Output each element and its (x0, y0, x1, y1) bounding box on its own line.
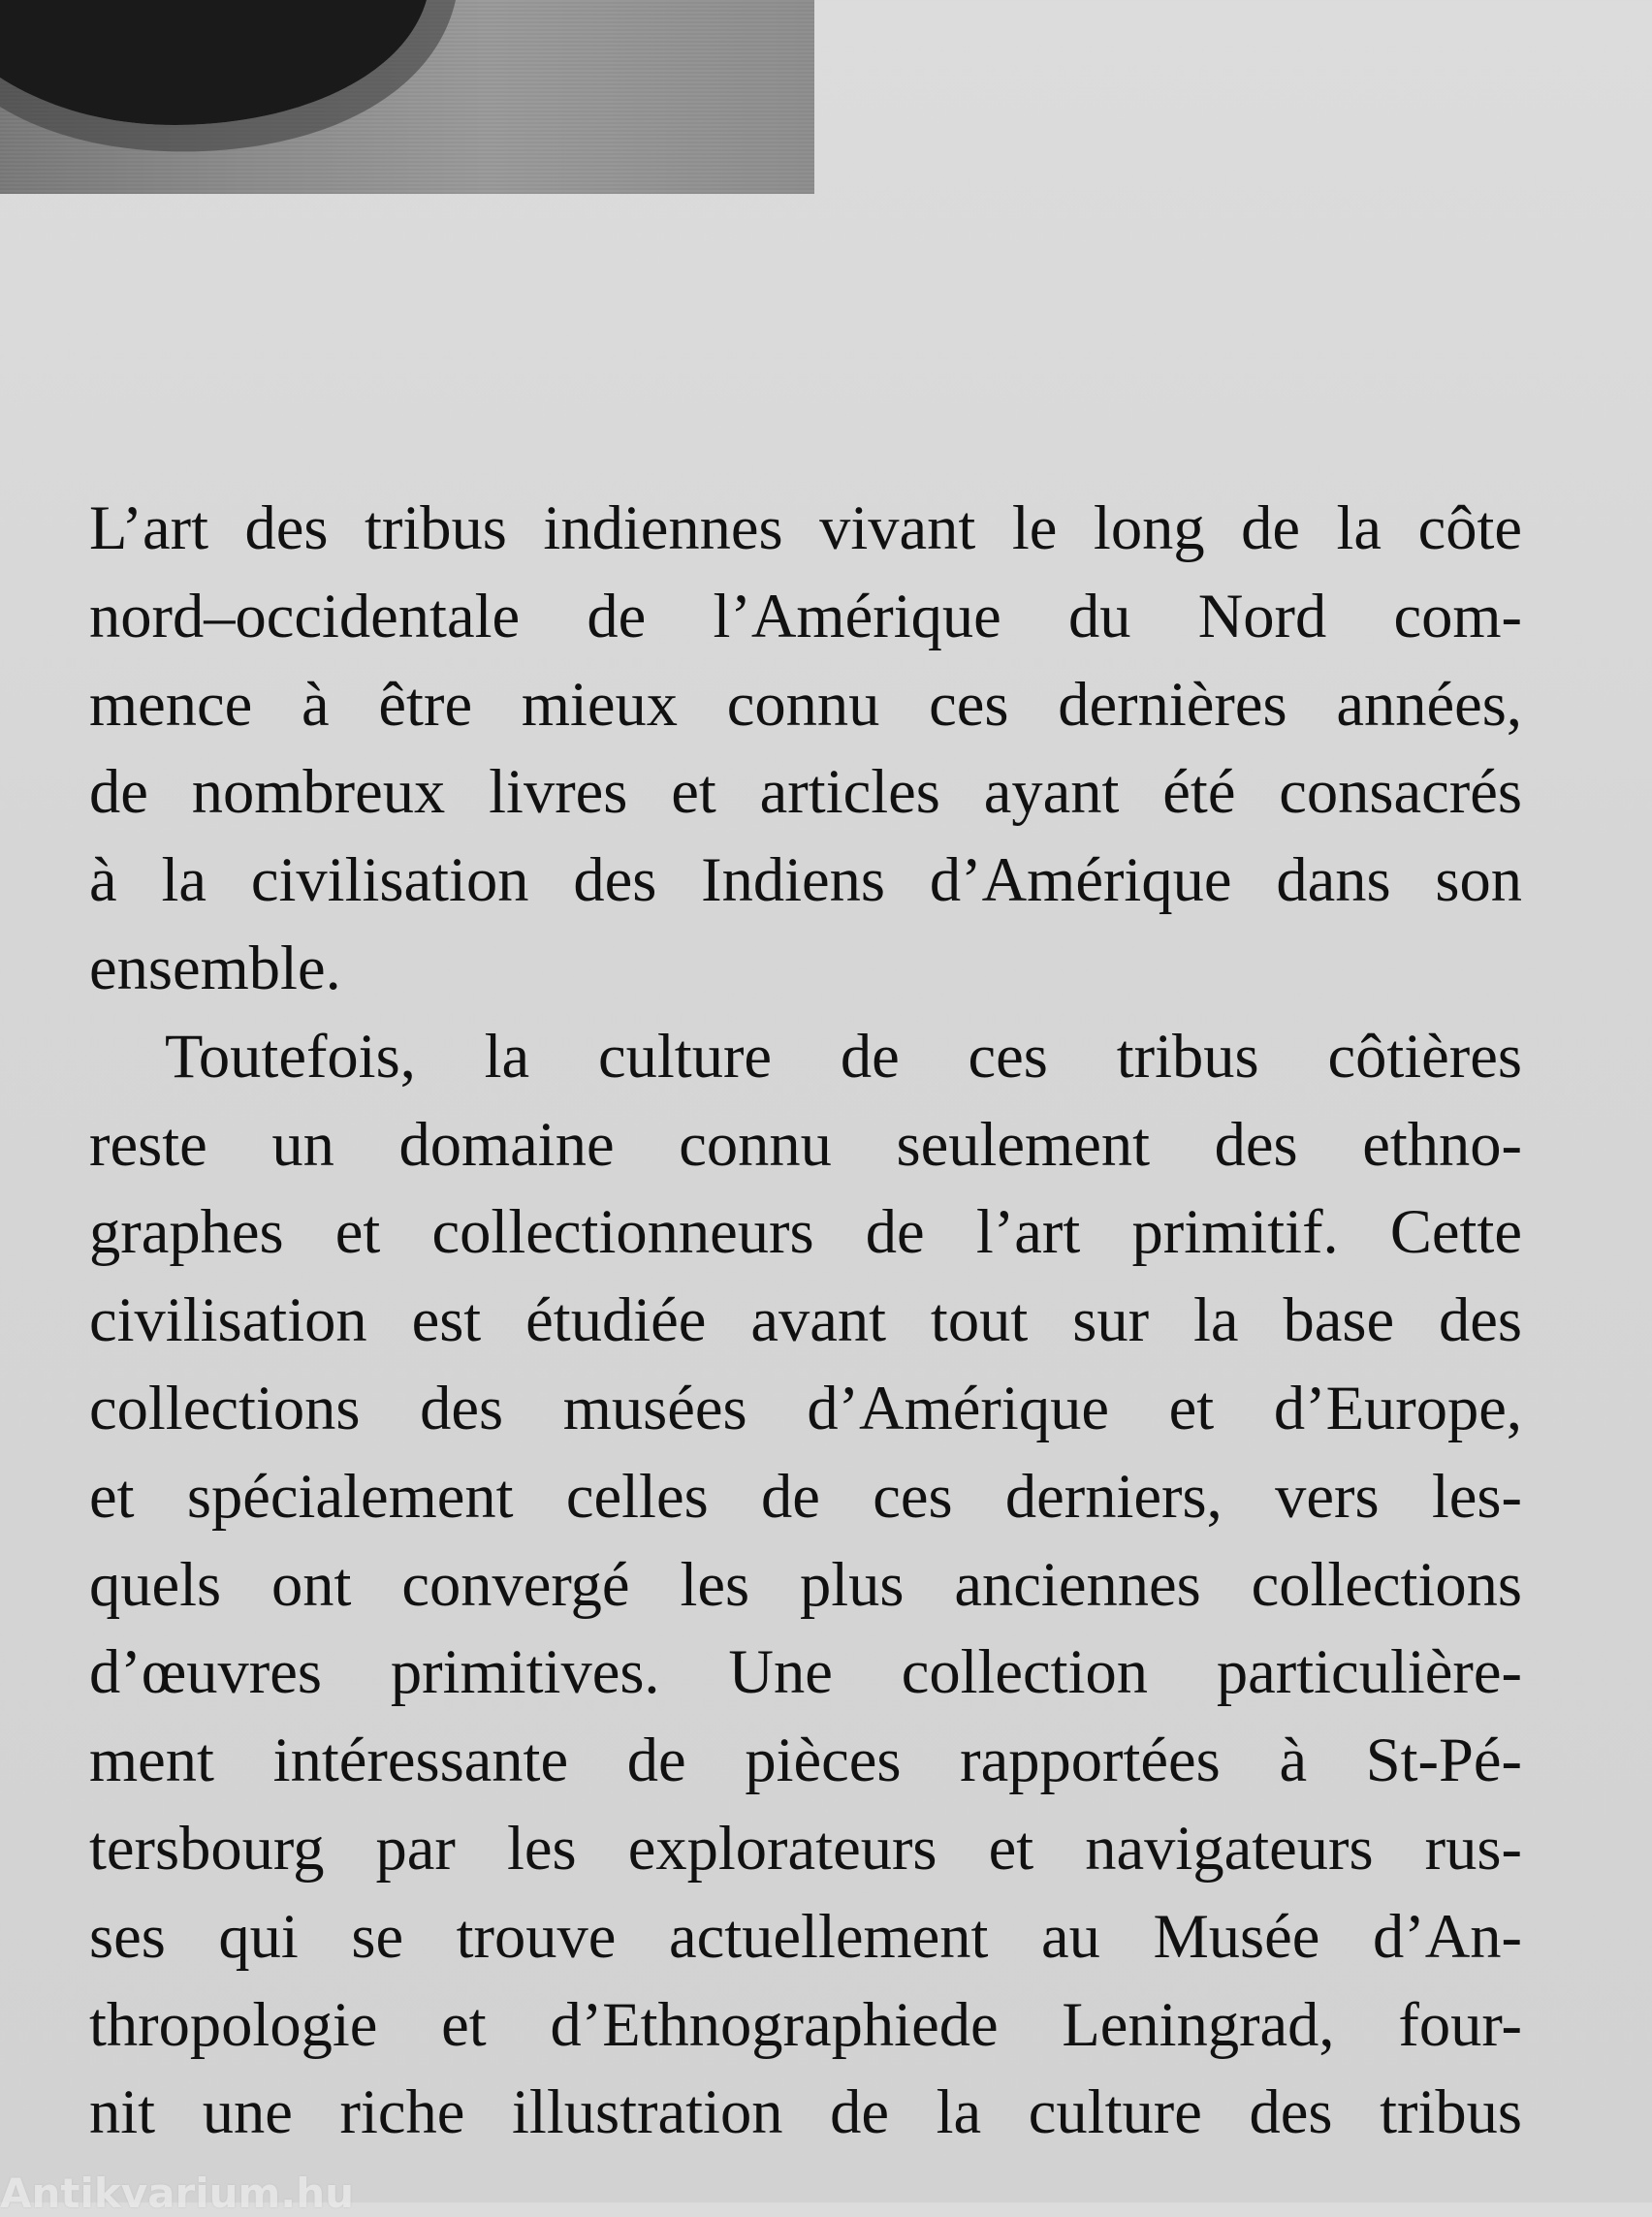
paragraph-1 (89, 485, 1522, 1013)
text-line: graphes et collectionneurs de l’art primitif. Cette (89, 1197, 1522, 1267)
watermark: Antikvarium.hu (0, 2169, 355, 2217)
text-line: collections des musées d’Amérique et d’Europe, (89, 1373, 1522, 1442)
text-line: d’œuvres primitives. Une collection particulière- (89, 1637, 1522, 1707)
text-line: civilisation est étudiée avant tout sur la base des (89, 1285, 1522, 1355)
text-line: ensemble. (89, 933, 341, 1002)
text-line: nit une riche illustration de la culture des tribus (89, 2077, 1522, 2147)
text-line: quels ont convergé les plus anciennes collections (89, 1549, 1522, 1619)
text-line: reste un domaine connu seulement des ethno- (89, 1109, 1522, 1179)
paragraph-2 (89, 1013, 1522, 2157)
text-line: thropologie et d’Ethnographiede Leningrad, four- (89, 1989, 1522, 2059)
text-line: nord–occidentale de l’Amérique du Nord com- (89, 581, 1522, 650)
text-line: ment intéressante de pièces rapportées à St-Pé- (89, 1726, 1522, 1795)
text-line: ses qui se trouve actuellement au Musée d’An- (89, 1901, 1522, 1971)
text-line: L’art des tribus indiennes vivant le long de la côte (89, 493, 1522, 562)
text-line: et spécialement celles de ces derniers, vers les- (89, 1461, 1522, 1531)
text-line: Toutefois, la culture de ces tribus côtières (165, 1021, 1522, 1091)
text-line: de nombreux livres et articles ayant été consacrés (89, 757, 1522, 827)
text-line: à la civilisation des Indiens d’Amérique dans son (89, 845, 1522, 915)
photo-fragment (0, 0, 814, 194)
text-line: tersbourg par les explorateurs et navigateurs rus- (89, 1813, 1522, 1883)
photo-dark-shape (0, 0, 814, 194)
text-line: mence à être mieux connu ces dernières années, (89, 669, 1522, 739)
body-text (89, 485, 1522, 2157)
